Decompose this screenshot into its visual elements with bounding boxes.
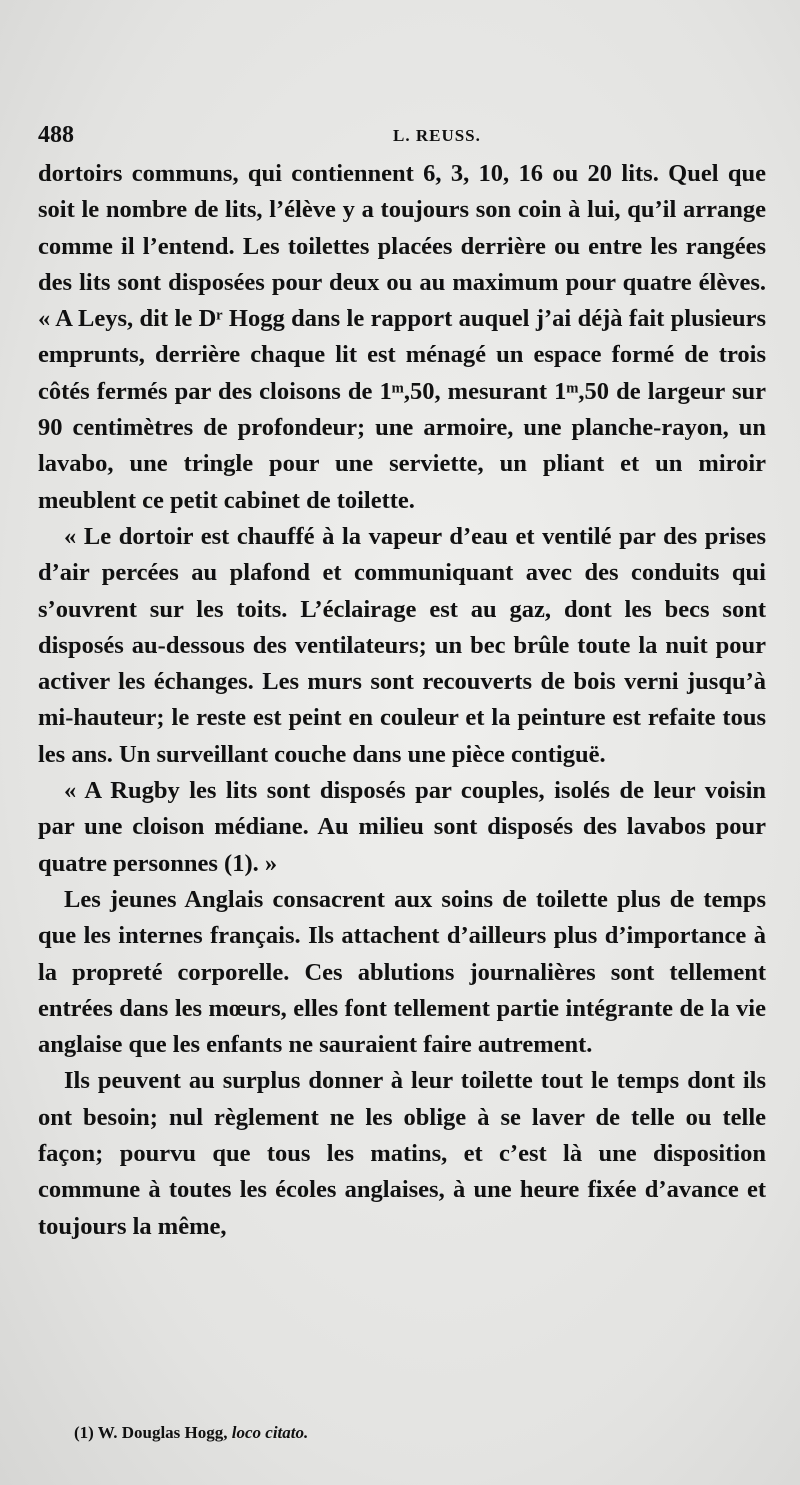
paragraph: Ils peuvent au surplus donner à leur toilette tout le temps dont ils ont besoin; nul règlement ne les oblige à se laver de telle ou telle façon; pourvu que tous les matins, et c’est là une disposition commune à toutes les écoles anglaises, à une heure fixée d’avance et toujours la même, [38,1067,766,1240]
footnote [74,1423,308,1443]
footnote-reference: loco citato. [231,1423,309,1442]
paragraph: Les jeunes Anglais consacrent aux soins de toilette plus de temps que les internes français. Ils attachent d’ailleurs plus d’importance à la propreté corporelle. Ces ablutions journalières sont tellement entrées dans les mœurs, elles font tellement partie intégrante de la vie anglaise que les enfants ne sauraient faire autrement. [38,885,766,1059]
paragraph: dortoirs communs, qui contiennent 6, 3, 10, 16 ou 20 lits. Quel que soit le nombre de lits, l’élève y a toujours son coin à lui, qu’il arrange comme il l’entend. Les toilettes placées derrière ou entre les rangées des lits sont disposées pour deux ou au maximum pour quatre élèves. « A Leys, dit le Dʳ Hogg dans le rapport auquel j’ai déjà fait plusieurs emprunts, derrière chaque lit est ménagé un espace formé de trois côtés fermés par des cloisons de 1ᵐ,50, mesurant 1ᵐ,50 de largeur sur 90 centimètres de profondeur; une armoire, une planche-rayon, un lavabo, une tringle pour une serviette, un pliant et un miroir meublent ce petit cabinet de toilette. [38,160,766,514]
footnote-author: W. Douglas Hogg, [97,1423,228,1442]
paragraph: « Le dortoir est chauffé à la vapeur d’eau et ventilé par des prises d’air percées au plafond et communiquant avec des conduits qui s’ouvrent sur les toits. L’éclairage est au gaz, dont les becs sont disposés au-dessous des ventilateurs; un bec brûle toute la nuit pour activer les échanges. Les murs sont recouverts de bois verni jusqu’à mi-hauteur; le reste est peint en couleur et la peinture est refaite tous les ans. Un surveillant couche dans une pièce contiguë. [38,522,766,768]
page-number: 488 [38,122,74,148]
body-text [38,156,766,1245]
running-head: L. REUSS. [393,126,481,145]
footnote-marker: (1) [74,1423,94,1442]
page-header [38,122,768,152]
paragraph: « A Rugby les lits sont disposés par couples, isolés de leur voisin par une cloison médiane. Au milieu sont disposés des lavabos pour quatre personnes (1). » [38,777,766,877]
